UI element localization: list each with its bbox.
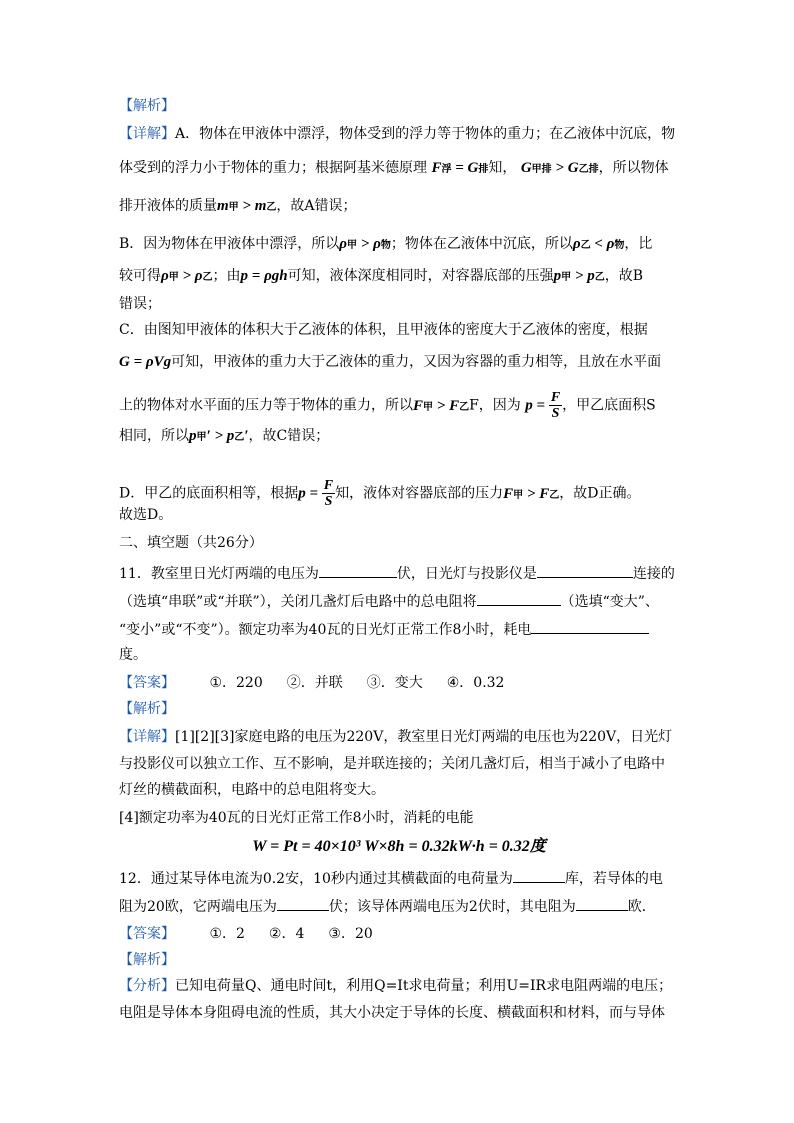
q12-blank-2[interactable] <box>277 896 329 911</box>
answer-item: ③．变大 <box>366 675 423 691</box>
answer-item: ②．4 <box>268 926 305 942</box>
answer-item: ③．20 <box>328 926 373 942</box>
answer-item: ④．0.32 <box>446 675 505 691</box>
q12-analysis-line1: 【分析】已知电荷量Q、通电时间t，利用Q=It求电荷量；利用U=IR求电阻两端的电压； <box>119 978 673 994</box>
q12-jiexi: 【解析】 <box>119 952 175 968</box>
q11-line4: 度。 <box>119 647 147 663</box>
option-a-line3: 排开液体的质量m甲 > m乙，故A错误； <box>119 198 357 214</box>
option-b-line1: B．因为物体在甲液体中漂浮，所以ρ甲 > ρ物；物体在乙液体中沉底，所以ρ乙 < ρ物，比 <box>119 236 653 252</box>
option-c-line4: 相同，所以p甲′ > p乙′，故C错误； <box>119 428 330 444</box>
q12-line2: 阻为20欧，它两端电压为 伏；该导体两端电压为2伏时，其电阻为 欧． <box>119 896 679 917</box>
formula-g-compare: G甲排 > G乙排 <box>520 160 599 176</box>
formula-f-compare: F甲 > F乙 <box>413 397 470 414</box>
q11-detail-line4: [4]额定功率为40瓦的日光灯正常工作8小时，消耗的电能 <box>119 810 474 826</box>
q11-blank-1[interactable] <box>319 563 397 578</box>
q12-answer: 【答案】 ①．2 ②．4 ③．20 <box>119 926 373 942</box>
q11-line2: （选填“串联”或“并联”），关闭几盏灯后电路中的总电阻将 （选填“变大”、 <box>119 591 679 612</box>
choose-answer: 故选D。 <box>119 507 173 523</box>
q11-detail-line3: 灯丝的横截面积，电路中的总电阻将变大。 <box>119 782 385 798</box>
q11-answer: 【答案】 ①．220 ②．并联 ③．变大 ④．0.32 <box>119 675 505 691</box>
jiexi-label: 【解析】 <box>119 98 175 114</box>
q12-blank-1[interactable] <box>513 868 565 883</box>
answer-item: ②．并联 <box>286 675 343 691</box>
q11-detail-line2: 与投影仪可以独立工作、互不影响，是并联连接的；关闭几盏灯后，相当于减小了电路中 <box>119 756 665 772</box>
option-a-line1: 【详解】A．物体在甲液体中漂浮，物体受到的浮力等于物体的重力；在乙液体中沉底，物 <box>119 126 676 142</box>
q12-line1: 12．通过某导体电流为0.2安，10秒内通过其横截面的电荷量为 库，若导体的电 <box>119 868 679 889</box>
option-b-line3: 错误； <box>119 296 161 312</box>
q11-blank-3[interactable] <box>477 591 561 606</box>
option-b-line2: 较可得ρ甲 > ρ乙；由p = ρgh可知，液体深度相同时，对容器底部的压强p甲 > p乙，故B <box>119 268 644 284</box>
option-c-line1: C．由图知甲液体的体积大于乙液体的体积，且甲液体的密度大于乙液体的密度，根据 <box>119 322 648 338</box>
q11-jiexi: 【解析】 <box>119 701 175 717</box>
q12-blank-3[interactable] <box>576 896 628 911</box>
formula-rho-yi-wu: ρ乙 < ρ物 <box>572 236 625 252</box>
formula-pressure-fraction: $\frac{F}{S}$ <box>550 390 561 421</box>
answer-item: ①．220 <box>209 675 263 691</box>
formula-p-rho-gh: p = ρgh <box>240 268 288 284</box>
answer-item: ①．2 <box>209 926 245 942</box>
formula-f-compare-d: F甲 > F乙 <box>503 485 560 502</box>
section-heading: 二、填空题（共26分） <box>119 535 263 551</box>
formula-m-compare: m甲 > m乙 <box>217 198 277 214</box>
q11-detail-line1: 【详解】[1][2][3]家庭电路的电压为220V，教室里日光灯两端的电压也为220V，日光灯 <box>119 729 673 745</box>
formula-archimedes: F浮 = G排 <box>431 160 489 176</box>
option-c-line2: G = ρVg可知，甲液体的重力大于乙液体的重力，又因为容器的重力相等，且放在水平面 <box>119 354 662 370</box>
formula-pressure-fraction-d: $\frac{F}{S}$ <box>323 478 334 509</box>
q11-energy-formula: W = Pt = 40×10³ W×8h = 0.32kW·h = 0.32度 <box>252 838 546 855</box>
q11-blank-4[interactable] <box>531 619 649 634</box>
formula-g-rho-vg: G = ρVg <box>119 354 172 370</box>
option-c-line3: 上的物体对水平面的压力等于物体的重力，所以F甲 > F乙F，因为 p = $\frac{F}{S}$ ，甲乙底面积S <box>119 390 656 421</box>
q11-blank-2[interactable] <box>537 563 633 578</box>
formula-p-compare: p甲 > p乙 <box>553 268 605 284</box>
formula-rho-jia-wu: ρ甲 > ρ物 <box>339 236 391 252</box>
q11-line1: 11．教室里日光灯两端的电压为 伏，日光灯与投影仪是 连接的 <box>119 563 679 584</box>
formula-rho-compare: ρ甲 > ρ乙 <box>161 268 213 284</box>
formula-p-prime-compare: p甲′ > p乙′ <box>189 428 249 444</box>
q11-line3: “变小”或“不变”）。额定功率为40瓦的日光灯正常工作8小时，耗电 <box>119 619 679 640</box>
option-d-line1: D．甲乙的底面积相等，根据p = $\frac{F}{S}$ 知，液体对容器底部的压力F甲 > F乙，故D正确。 <box>119 478 641 509</box>
option-a-line2: 体受到的浮力小于物体的重力；根据阿基米德原理 F浮 = G排知， G甲排 > G乙排，所以物体 <box>119 160 669 176</box>
q12-analysis-line2: 电阻是导体本身阻碍电流的性质，其大小决定于导体的长度、横截面积和材料，而与导体 <box>119 1005 665 1021</box>
